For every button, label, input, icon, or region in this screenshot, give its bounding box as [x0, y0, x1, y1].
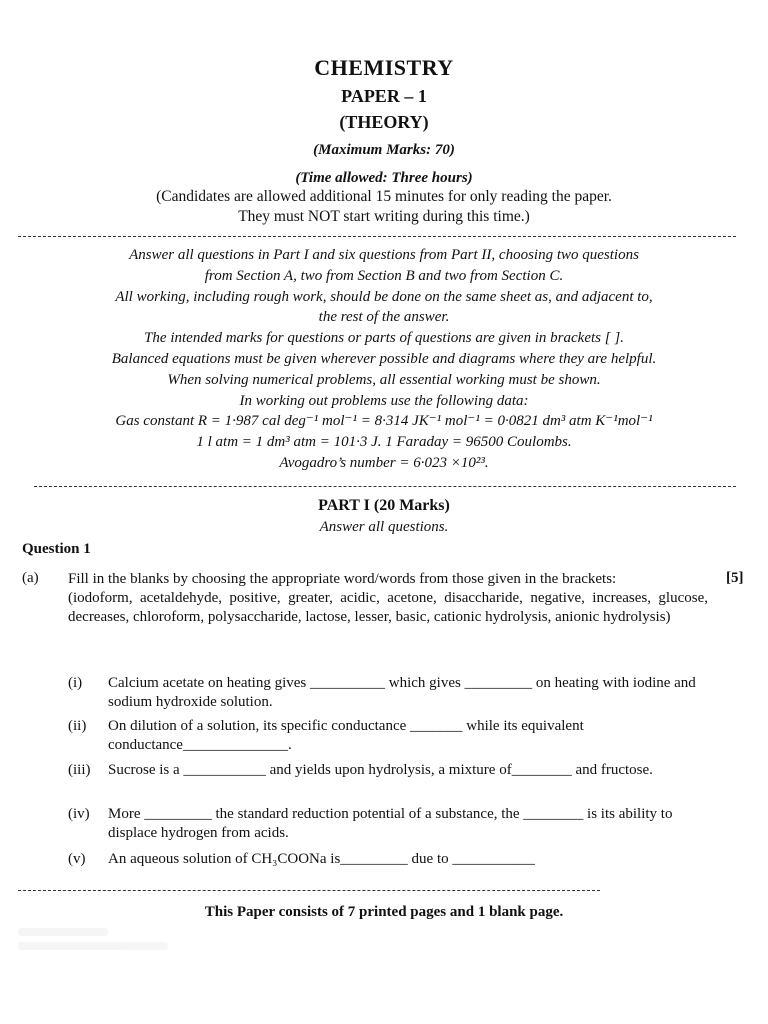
question-part-label: (a) [22, 570, 39, 586]
sub-question-text: Sucrose is a ___________ and yields upon hydrolysis, a mixture of________ and fructose. [108, 762, 653, 778]
question-heading: Question 1 [22, 541, 91, 557]
gas-constant-line: Gas constant R = 1·987 cal deg⁻¹ mol⁻¹ = 8·314 JK⁻¹ mol⁻¹ = 0·0821 dm³ atm K⁻¹mol⁻¹ [115, 413, 653, 430]
question-part-body [68, 570, 708, 627]
reading-time-note-line2: They must NOT start writing during this time.) [238, 208, 530, 225]
paper-number: PAPER – 1 [341, 86, 427, 106]
avogadro-line: Avogadro’s number = 6·023 ×10²³. [279, 454, 489, 471]
instruction-line: All working, including rough work, should be done on the same sheet as, and adjacent to, [115, 288, 653, 305]
sub-question-number: (v) [68, 851, 86, 867]
part-heading: PART I (20 Marks) [318, 497, 450, 514]
instruction-line: The intended marks for questions or parts of questions are given in brackets [ ]. [144, 330, 624, 347]
sub-question-text: On dilution of a solution, its specific conductance _______ while its equivalent conductance______________. [108, 718, 584, 753]
question-marks: [5] [726, 570, 744, 586]
time-allowed: (Time allowed: Three hours) [295, 170, 473, 186]
sub-question-number: (iv) [68, 806, 90, 822]
atm-faraday-line: 1 l atm = 1 dm³ atm = 101·3 J. 1 Faraday = 96500 Coulombs. [196, 434, 572, 451]
sub-question-text: More _________ the standard reduction potential of a substance, the ________ is its ability to displace hydrogen from acids. [108, 806, 673, 841]
paper-type: (THEORY) [339, 112, 429, 132]
instruction-line: In working out problems use the following data: [239, 392, 529, 409]
word-options: (iodoform, acetaldehyde, positive, greater, acidic, acetone, disaccharide, negative, increases, glucose, decreases, chloroform, polysaccharide, lactose, lesser, basic, cationic hydrolysis, anionic hydrolysis) [68, 590, 708, 625]
question-intro: Fill in the blanks by choosing the appropriate word/words from those given in the brackets: [68, 571, 617, 587]
instruction-line: Answer all questions in Part I and six questions from Part II, choosing two questions [129, 247, 639, 263]
sub-question-text: An aqueous solution of CH₃COONa is_________ due to ___________ [108, 851, 535, 867]
sub-question-number: (iii) [68, 762, 91, 778]
instruction-line: When solving numerical problems, all essential working must be shown. [167, 371, 601, 388]
reading-time-note-line1: (Candidates are allowed additional 15 minutes for only reading the paper. [156, 188, 612, 205]
instructions-block [40, 245, 728, 474]
maximum-marks: (Maximum Marks: 70) [313, 142, 455, 158]
page-count-footer: This Paper consists of 7 printed pages and 1 blank page. [204, 904, 564, 920]
sub-question-number: (ii) [68, 718, 87, 734]
part-subheading: Answer all questions. [319, 519, 449, 535]
instruction-line: the rest of the answer. [318, 309, 450, 326]
divider-bottom [18, 890, 600, 891]
instruction-line: from Section A, two from Section B and two from Section C. [204, 267, 564, 284]
sub-question-number: (i) [68, 675, 83, 691]
faded-stamp [18, 922, 188, 968]
divider-top [18, 236, 736, 237]
instruction-line: Balanced equations must be given wherever possible and diagrams where they are helpful. [111, 350, 657, 367]
sub-question-text: Calcium acetate on heating gives __________ which gives _________ on heating with iodine and sodium hydroxide solution. [108, 675, 696, 710]
subject-title: CHEMISTRY [314, 55, 454, 80]
divider-middle [34, 486, 736, 487]
